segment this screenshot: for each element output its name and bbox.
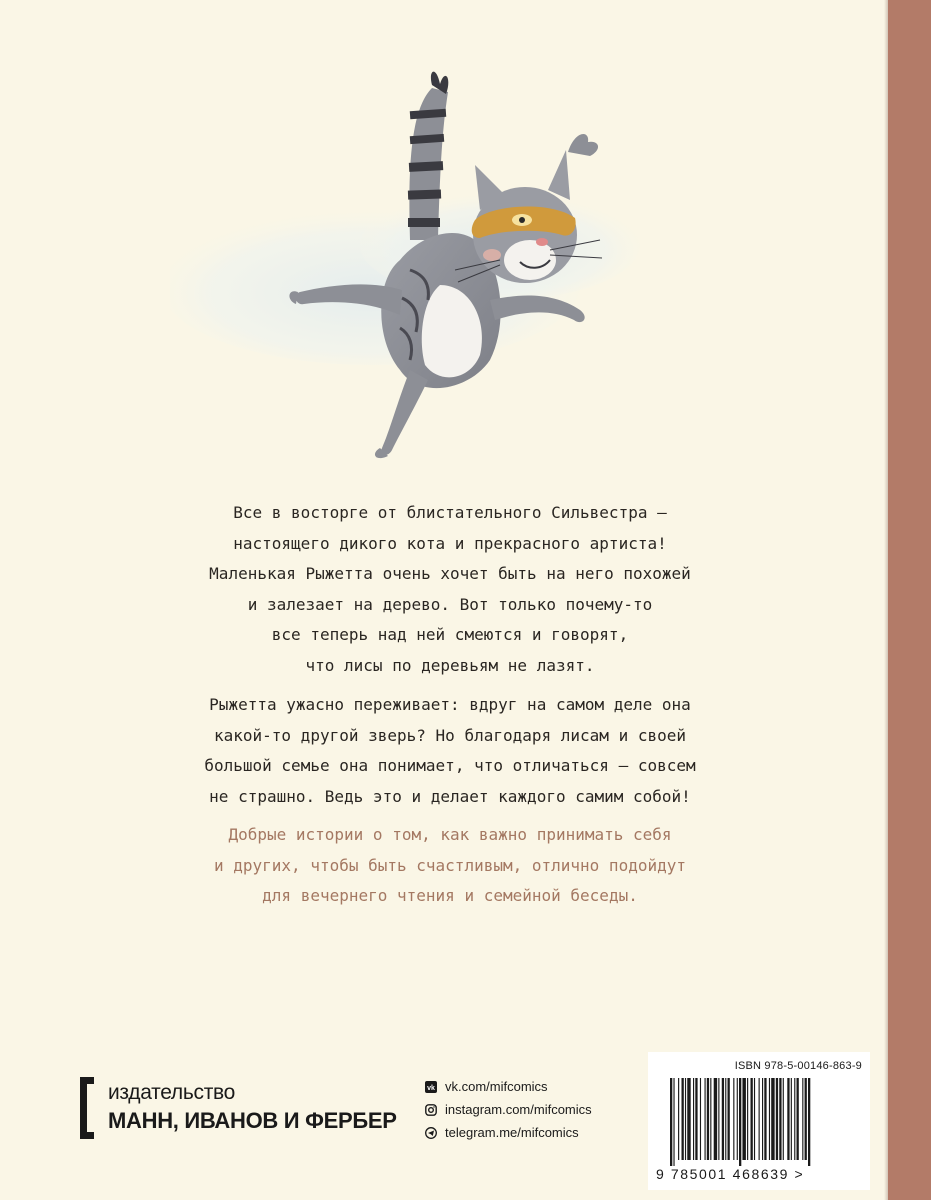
social-link-text: telegram.me/mifcomics [445, 1125, 579, 1140]
barcode-bar [739, 1078, 741, 1166]
barcode-bar [682, 1078, 684, 1160]
text-line: большой семье она понимает, что отличаться — совсем [204, 756, 696, 775]
social-link-instagram[interactable] [425, 1098, 645, 1121]
barcode-bar [705, 1078, 706, 1160]
vk-icon [425, 1081, 437, 1093]
barcode-bar [808, 1078, 810, 1166]
text-line: что лисы по деревьям не лазят. [305, 655, 595, 675]
description-paragraph-1 [150, 498, 750, 681]
barcode-bar [759, 1078, 760, 1160]
text-line: и других, чтобы быть счастливым, отлично подойдут [213, 855, 686, 875]
text-line: Рыжетта ужасно переживает: вдруг на самом деле она [209, 695, 691, 714]
publisher-logo [80, 1077, 410, 1143]
description-paragraph-2 [150, 690, 750, 812]
barcode-bar [733, 1078, 734, 1160]
text-line: Добрые истории о том, как важно принимать себя [228, 825, 672, 844]
barcode-bar [805, 1078, 807, 1160]
barcode-bar [673, 1078, 674, 1166]
social-link-telegram[interactable] [425, 1121, 645, 1144]
barcode-bar [728, 1078, 730, 1160]
text-line: и залезает на дерево. Вот только почему-то [247, 594, 653, 614]
text-line: для вечернего чтения и семейной беседы. [262, 886, 638, 905]
barcode-bar [762, 1078, 763, 1160]
barcode-bar [695, 1078, 697, 1160]
barcode-bar [771, 1078, 774, 1160]
spine-shadow [884, 0, 888, 1200]
publisher-label: издательство [108, 1081, 236, 1104]
isbn-barcode [648, 1052, 870, 1190]
tagline-paragraph [150, 820, 750, 912]
text-line: Все в восторге от блистательного Сильвестра — [233, 503, 667, 522]
barcode-bar [797, 1078, 799, 1160]
publisher-name: МАНН, ИВАНОВ И ФЕРБЕР [108, 1108, 397, 1133]
barcode-bar [700, 1078, 701, 1160]
text-line: Маленькая Рыжетта очень хочет быть на него похожей [209, 564, 691, 583]
barcode-bar [802, 1078, 803, 1160]
barcode-bar [742, 1078, 745, 1160]
text-line: не страшно. Ведь это и делает каждого самим собой! [209, 786, 691, 806]
barcode-bar [769, 1078, 770, 1160]
barcode-bar [794, 1078, 795, 1160]
text-line: все теперь над ней смеются и говорят, [271, 625, 629, 644]
text-line: настоящего дикого кота и прекрасного артиста! [233, 533, 667, 553]
barcode-bar [747, 1078, 748, 1160]
book-spine-edge [888, 0, 931, 1200]
barcode-bar [783, 1078, 784, 1160]
text-line: какой-то другой зверь? Но благодаря лисам и своей [213, 725, 686, 745]
barcode-bar [764, 1078, 766, 1160]
barcode-bar [707, 1078, 709, 1160]
instagram-icon [425, 1104, 437, 1116]
svg-text:vk: vk [427, 1084, 435, 1092]
barcode-bar [722, 1078, 724, 1160]
social-links [425, 1075, 645, 1144]
barcode-bar [779, 1078, 781, 1160]
barcode-bar [737, 1078, 738, 1160]
barcode-bar [751, 1078, 753, 1160]
barcode-bar [678, 1078, 679, 1160]
barcode-bar [787, 1078, 789, 1160]
cat-illustration [170, 70, 650, 470]
barcode-bar [725, 1078, 726, 1160]
bracket-mark [80, 1077, 94, 1139]
social-link-text: instagram.com/mifcomics [445, 1102, 592, 1117]
isbn-number: ISBN 978-5-00146-863-9 [734, 1060, 862, 1072]
barcode-bar [791, 1078, 792, 1160]
barcode-bar [776, 1078, 778, 1160]
barcode-bar [693, 1078, 694, 1160]
barcode-bar [685, 1078, 686, 1160]
barcode-bar [754, 1078, 755, 1160]
social-link-vk[interactable] [425, 1075, 645, 1098]
telegram-icon [425, 1127, 437, 1139]
barcode-bars [658, 1078, 858, 1168]
barcode-bar [710, 1078, 711, 1160]
barcode-bar [670, 1078, 672, 1166]
barcode-bar [714, 1078, 717, 1160]
barcode-digits: 9 785001 468639 > [656, 1166, 805, 1182]
barcode-bar [718, 1078, 719, 1160]
social-link-text: vk.com/mifcomics [445, 1079, 548, 1094]
barcode-bar [687, 1078, 690, 1160]
